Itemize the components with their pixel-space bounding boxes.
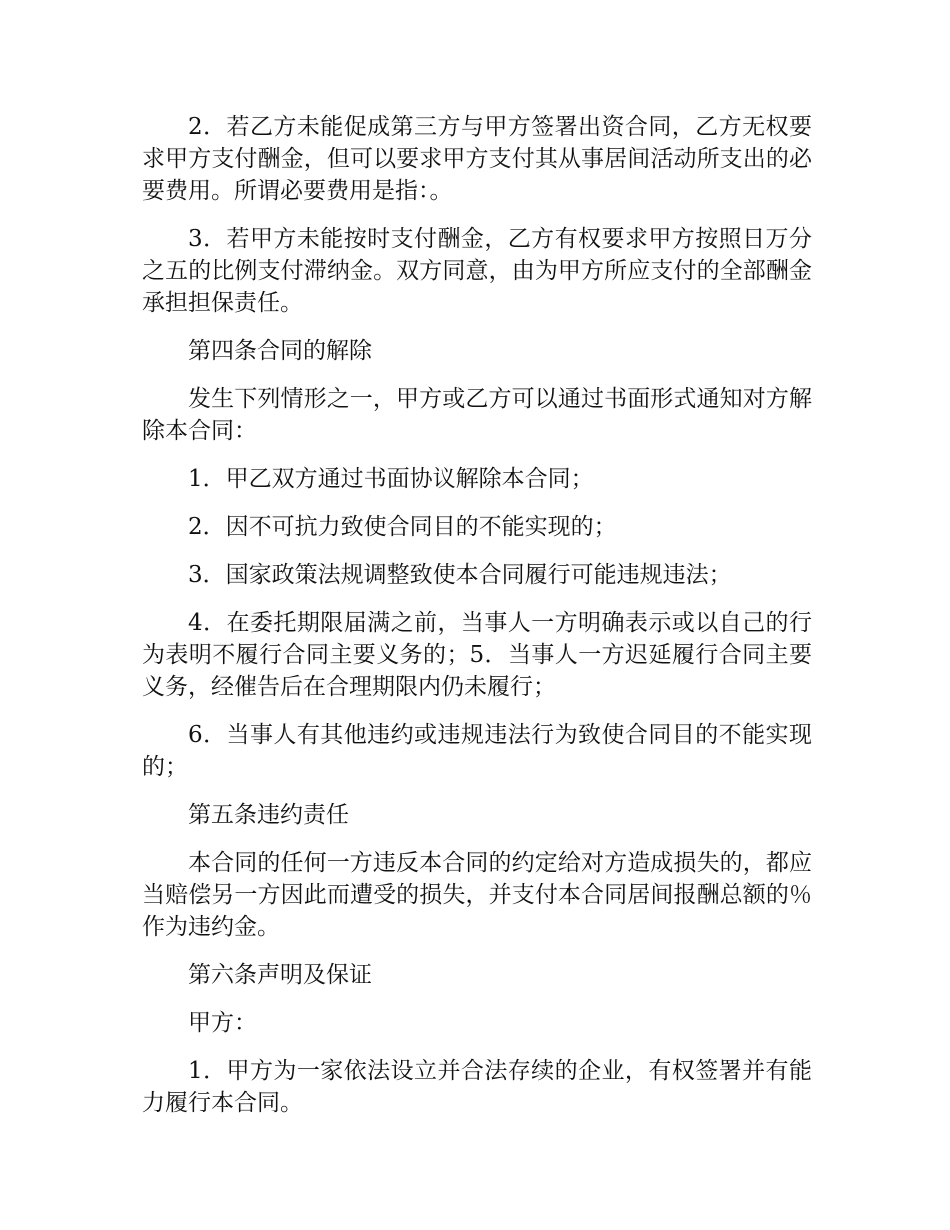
clause-3-paragraph: 3．若甲方未能按时支付酬金，乙方有权要求甲方按照日万分之五的比例支付滞纳金。双方同意，由为甲方所应支付的全部酬金承担担保责任。 (142, 226, 812, 316)
termination-item-4-5: 4．在委托期限届满之前，当事人一方明确表示或以自己的行为表明不履行合同主要义务的；5．当事人一方迟延履行合同主要义务，经催告后在合理期限内仍未履行； (142, 610, 812, 700)
article-6-heading: 第六条声明及保证 (188, 962, 372, 988)
termination-item-1: 1．甲乙双方通过书面协议解除本合同； (188, 466, 594, 492)
party-a-item-1: 1．甲方为一家依法设立并合法存续的企业，有权签署并有能力履行本合同。 (142, 1058, 812, 1116)
party-a-label: 甲方： (188, 1010, 257, 1036)
termination-item-3: 3．国家政策法规调整致使本合同履行可能违规违法； (188, 562, 732, 588)
termination-item-6: 6．当事人有其他违约或违规违法行为致使合同目的不能实现的； (142, 722, 812, 780)
article-4-heading: 第四条合同的解除 (188, 338, 372, 364)
clause-2-paragraph: 2．若乙方未能促成第三方与甲方签署出资合同，乙方无权要求甲方支付酬金，但可以要求甲方支付其从事居间活动所支出的必要费用。所谓必要费用是指：。 (142, 114, 812, 204)
document-body (142, 111, 812, 1135)
termination-intro-paragraph: 发生下列情形之一，甲方或乙方可以通过书面形式通知对方解除本合同： (142, 386, 812, 444)
article-5-heading: 第五条违约责任 (188, 802, 349, 828)
liability-paragraph: 本合同的任何一方违反本合同的约定给对方造成损失的，都应当赔偿另一方因此而遭受的损失，并支付本合同居间报酬总额的％作为违约金。 (142, 850, 812, 940)
termination-item-2: 2．因不可抗力致使合同目的不能实现的； (188, 514, 617, 540)
